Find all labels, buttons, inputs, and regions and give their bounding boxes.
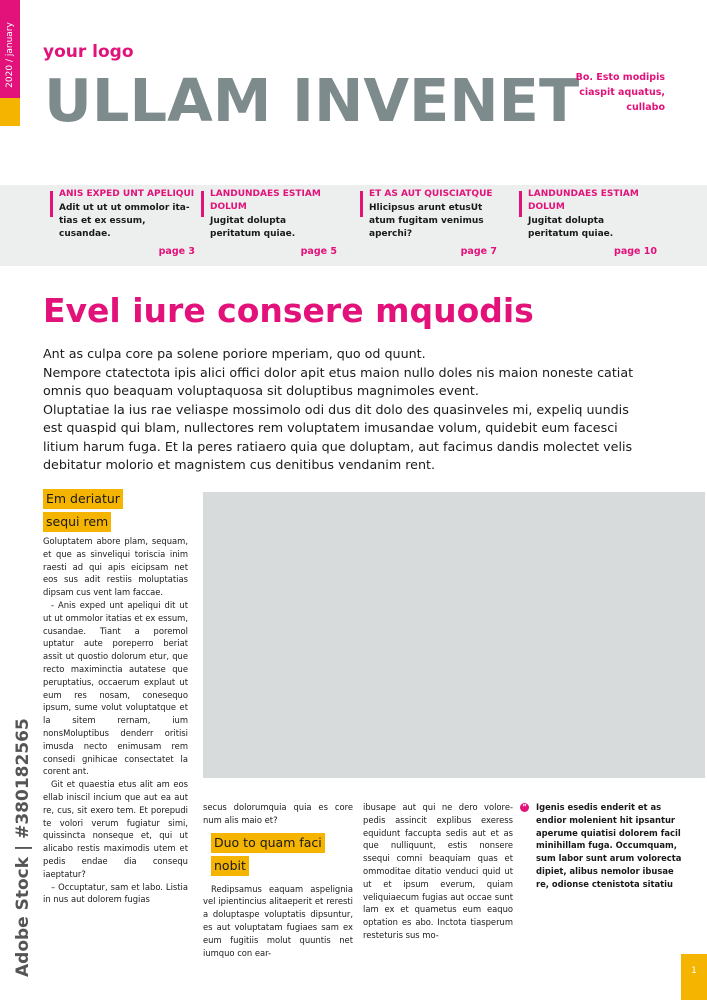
teaser-item[interactable] [519, 188, 657, 257]
teaser-accent-bar [50, 191, 53, 217]
teaser-item[interactable] [360, 188, 497, 257]
subhead-highlight: Duo to quam faci [211, 833, 325, 853]
body-paragraph: Goluptatem abore plam, sequam, et que as sinveliqui toriscia inim raesti ad qui apis eicipsam net eos sus adit restiis moluptatias dipsam cus vent lam faccae. [43, 536, 188, 598]
tagline-line: Bo. Esto modipis [575, 72, 665, 83]
subhead-highlight: Em deriatur [43, 489, 123, 509]
pull-quote [520, 801, 685, 891]
tagline-line: cullabo [626, 102, 665, 113]
subhead-highlight: sequi rem [43, 512, 111, 532]
teaser-text: Adit ut ut ut ommolor itatias et ex essum, cusandae. [59, 203, 190, 239]
teaser-accent-bar [360, 191, 363, 217]
teaser-heading: LANDUNDAES ESTIAM DOLUM [528, 189, 639, 212]
body-paragraph: secus dolorumquia quia es core num alis maio et? [203, 802, 353, 825]
teaser-accent-bar [201, 191, 204, 217]
lead-paragraph: Ant as culpa core pa solene poriore mperiam, quo od quunt. [43, 346, 426, 361]
article-lead [43, 345, 643, 475]
date-tab-label: 2020 / january [5, 22, 15, 88]
text-column-2 [203, 801, 353, 959]
text-column-3 [363, 801, 513, 942]
teaser-item[interactable] [50, 188, 195, 257]
article-headline: Evel iure consere mquodis [43, 291, 534, 330]
page-number: 1 [691, 966, 697, 976]
tagline-line: ciaspit aquatus, [579, 87, 665, 98]
teaser-page-link[interactable]: page 7 [460, 246, 497, 257]
quote-icon: ” [520, 803, 529, 812]
teaser-page-link[interactable]: page 5 [300, 246, 337, 257]
teaser-heading: ET AS AUT QUISCIATQUE [369, 189, 493, 199]
teaser-item[interactable] [201, 188, 337, 257]
page-number-tab [681, 954, 707, 1000]
body-paragraph: - Anis exped unt apeliqui dit ut ut ut ommolor itatias et ex essum, cusandae. Tiant a poremol uptatur aute poreperro beriat assit ut quostio dolorum etur, que recto maximinctia autatese que peruptatius, occaerum explaut ut eum res nosam, conesequo ipsum, sume volut voluptatque et la sitem rernam, ium nonsMoluptibus denderr oritisi imusda necto enimusam rem consedi gnihicae consectatet la corent ant. [43, 599, 188, 777]
teaser-page-link[interactable]: page 3 [158, 246, 195, 257]
masthead-title: ULLAM INVENET [44, 66, 580, 135]
subhead-highlight: nobit [211, 856, 249, 876]
lead-paragraph: Oluptatiae la ius rae veliaspe mossimolo odi dus dit dolo des quasinveles mi, expeliq uundis est quaspid qui blam, nullectores rem voluptatem imusandae volum, quidebit eum facesci litium harum fuga. Et la peres ratiaero quia que doluptam, aut facimus dandis molectet velis debitatur molorio et magnistem cus denitibus vendanim rent. [43, 401, 633, 472]
teaser-accent-bar [519, 191, 522, 217]
teaser-text: Jugitat dolupta peritatum quiae. [528, 216, 614, 239]
text-column-1 [43, 489, 188, 906]
teaser-heading: ANIS EXPED UNT APELIQUI [59, 189, 195, 199]
tagline [560, 70, 665, 115]
teaser-text: Jugitat dolupta peritatum quiae. [210, 216, 296, 239]
teaser-page-link[interactable]: page 10 [614, 246, 657, 257]
lead-paragraph: Nempore ctatectota ipis alici offici dolor apit etus maion nullo doles nis maion noneste catiat omnis quo beaquam voluptaquosa sit doluptibus magnimoles event. [43, 364, 634, 398]
pull-quote-text: Igenis esedis enderit et as endior molenient hit ipsantur aperume quiatisi dolorem facil minihillam fuga. Occumquam, sum labor sunt arum volorecta dipiet, alibus nemolor ibusae re, odionse ctenistota sitatiu [536, 802, 682, 889]
body-paragraph: Git et quaestia etus alit am eos ellab iniscil incium que aut ea aut re, cus, sit exero tem. Et porepudi te volori verum fugiatur simi, quissincta nonseque et, qui ut alicabo restis maximodis utem et pedis endae dia consequ iaeptatur? [43, 779, 188, 879]
stock-watermark: Adobe Stock | #380182565 [13, 718, 33, 977]
logo: your logo [43, 42, 134, 62]
body-paragraph: ibusape aut qui ne dero volorepedis assincit explibus exeress equidunt faccupta sedis aut et as que nulliquunt, estis nonsere ssequi comni beaquiam quas et ommoditae ditatio venduci quid ut ut et ipsum everum, quiam veliquiaecum fugias aut occae sunt lam ex et quametus eum eaquo optation es abo. Inctota tiasperum resteturis sus mo- [363, 802, 513, 940]
teaser-heading: LANDUNDAES ESTIAM DOLUM [210, 189, 321, 212]
body-paragraph: – Occuptatur, sam et labo. Listia in nus aut dolorem fugias [43, 881, 188, 905]
date-tab-accent [0, 98, 20, 126]
body-paragraph: Redipsamus eaquam aspelignia vel ipientincius alitaeperit et reresti a doluptaspe voluptatis dipsuntur, es aut voluptatam fugiaes sam ex eum fugitiis molut quuntis net iumquo con ear- [203, 883, 353, 958]
image-placeholder [203, 492, 705, 778]
teaser-text: Hlicipsus arunt etusUt atum fugitam venimus aperchi? [369, 203, 484, 239]
